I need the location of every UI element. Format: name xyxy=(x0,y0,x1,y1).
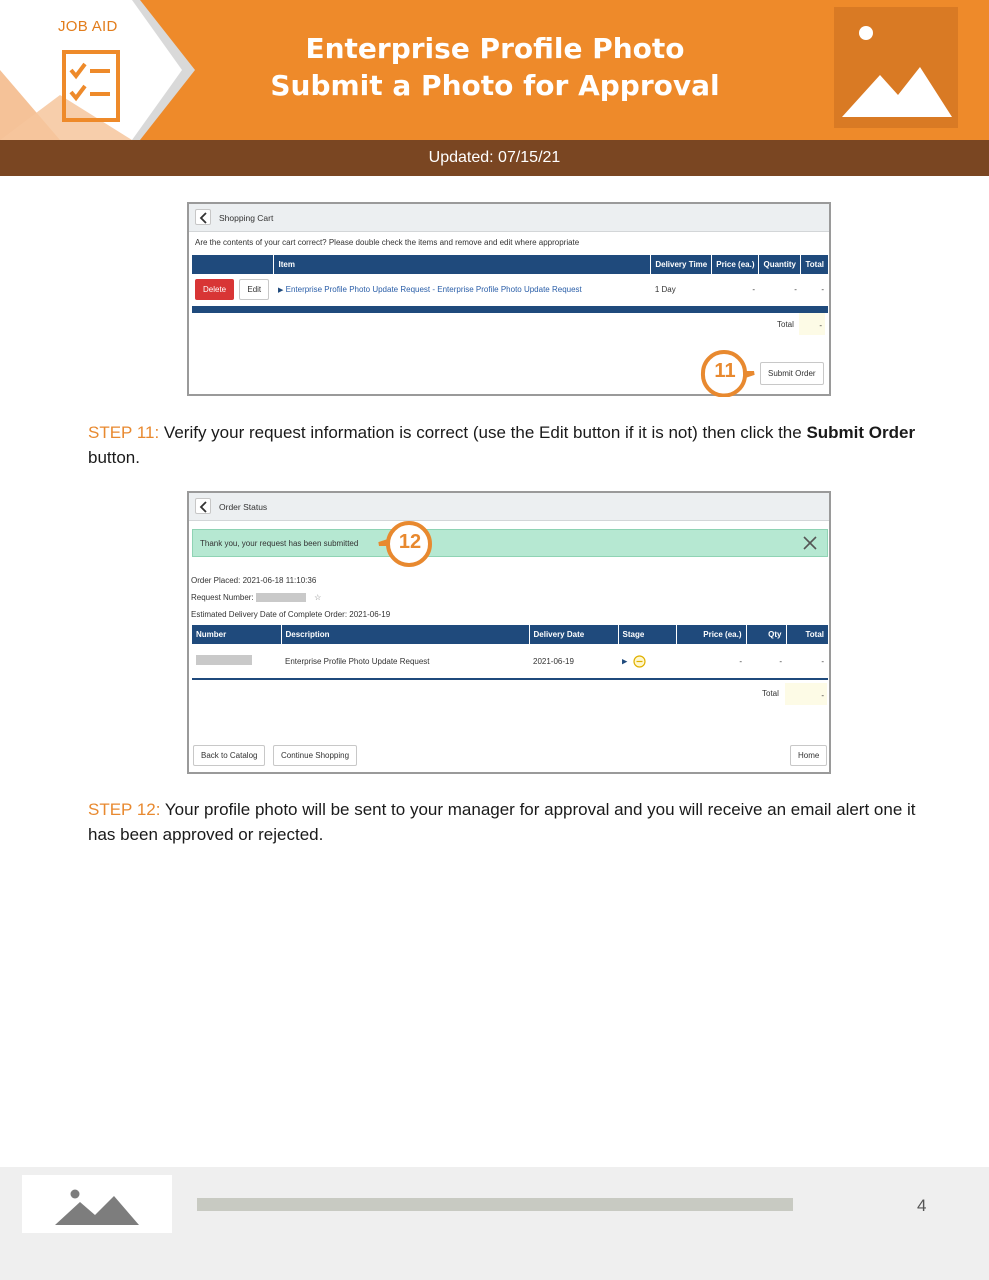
chevron-left-icon xyxy=(199,501,209,513)
order-status-title: Order Status xyxy=(219,502,268,512)
cart-table-footer-bar xyxy=(192,306,828,313)
column-header-price: Price (ea.) xyxy=(712,255,759,274)
order-placed: Order Placed: 2021-06-18 11:10:36 xyxy=(191,576,317,585)
column-header-delivery-date: Delivery Date xyxy=(529,625,618,644)
order-price: - xyxy=(739,656,742,666)
step-11-label: STEP 11: xyxy=(88,423,160,442)
title-line-1: Enterprise Profile Photo xyxy=(305,32,685,65)
stage-progress-icon xyxy=(633,655,646,668)
order-total-value: - xyxy=(785,683,827,705)
column-header-price: Price (ea.) xyxy=(676,625,746,644)
cart-item-name: Enterprise Profile Photo Update Request - Enterprise Profile Photo Update Request xyxy=(285,284,582,294)
step-12-callout-number: 12 xyxy=(398,531,422,553)
continue-shopping-button[interactable]: Continue Shopping xyxy=(273,745,357,766)
order-total: - xyxy=(821,656,824,666)
footer-image-placeholder-icon xyxy=(22,1175,172,1233)
order-delivery-date: 2021-06-19 xyxy=(533,656,574,666)
image-placeholder-icon xyxy=(834,7,958,128)
page-number: 4 xyxy=(917,1196,927,1215)
cart-table xyxy=(192,255,828,313)
column-header-item: Item xyxy=(274,255,651,274)
column-header-total: Total xyxy=(786,625,828,644)
submit-order-button[interactable]: Submit Order xyxy=(760,362,824,385)
table-row xyxy=(192,274,828,304)
cart-total: - xyxy=(821,284,824,294)
footer-placeholder-bar xyxy=(197,1198,793,1211)
order-table-footer-line xyxy=(192,678,828,680)
back-button[interactable] xyxy=(195,498,211,514)
cart-item-link[interactable] xyxy=(274,274,651,304)
cart-quantity: - xyxy=(794,284,797,294)
request-number-redacted xyxy=(256,593,306,602)
column-header-quantity: Quantity xyxy=(759,255,801,274)
shopping-cart-screenshot xyxy=(187,202,831,396)
cart-total-value: - xyxy=(799,313,825,335)
caret-right-icon: ▶ xyxy=(277,286,284,294)
cart-total-label: Total xyxy=(777,320,794,329)
column-header-delivery-time: Delivery Time xyxy=(651,255,712,274)
estimated-delivery: Estimated Delivery Date of Complete Order: 2021-06-19 xyxy=(191,610,391,619)
back-to-catalog-button[interactable]: Back to Catalog xyxy=(193,745,265,766)
caret-right-icon: ▶ xyxy=(622,658,628,666)
step-11-bold: Submit Order xyxy=(806,423,916,442)
column-header-stage: Stage xyxy=(618,625,676,644)
delete-button[interactable]: Delete xyxy=(195,279,234,300)
order-status-titlebar xyxy=(189,493,829,521)
title-line-2: Submit a Photo for Approval xyxy=(270,69,720,102)
back-button[interactable] xyxy=(195,209,211,225)
footer xyxy=(0,1167,989,1280)
column-header-total: Total xyxy=(801,255,828,274)
document-title xyxy=(200,30,790,104)
cart-price: - xyxy=(752,284,755,294)
order-status-screenshot xyxy=(187,491,831,774)
star-icon[interactable]: ☆ xyxy=(314,593,322,602)
column-header-number: Number xyxy=(192,625,281,644)
close-icon[interactable] xyxy=(803,536,817,550)
request-number xyxy=(191,593,321,602)
cart-delivery-time: 1 Day xyxy=(654,284,676,294)
step-12-label: STEP 12: xyxy=(88,800,161,819)
column-header-actions xyxy=(192,255,274,274)
updated-date-bar: Updated: 07/15/21 xyxy=(0,140,989,176)
cart-instruction: Are the contents of your cart correct? Please double check the items and remove and edit where appropriate xyxy=(195,238,580,247)
edit-button[interactable]: Edit xyxy=(239,279,269,300)
checklist-icon xyxy=(62,50,120,122)
step-11-instruction: Verify your request information is correct (use the Edit button if it is not) then click the xyxy=(163,423,807,442)
step-12-text xyxy=(88,797,938,847)
order-table-header xyxy=(192,625,828,644)
step-11-callout-number: 11 xyxy=(714,360,736,382)
header-banner xyxy=(0,0,989,140)
column-header-qty: Qty xyxy=(746,625,786,644)
success-message: Thank you, your request has been submitted xyxy=(200,539,359,548)
order-qty: - xyxy=(779,656,782,666)
step-12-instruction: Your profile photo will be sent to your manager for approval and you will receive an email alert one it has been approved or rejected. xyxy=(88,800,916,844)
cart-table-header xyxy=(192,255,828,274)
order-table xyxy=(192,625,828,680)
shopping-cart-titlebar xyxy=(189,204,829,232)
table-row xyxy=(192,644,828,678)
step-11-text xyxy=(88,420,938,470)
order-description: Enterprise Profile Photo Update Request xyxy=(285,656,430,666)
request-number-label: Request Number: xyxy=(191,593,254,602)
job-aid-label: JOB AID xyxy=(58,18,118,35)
home-button[interactable]: Home xyxy=(790,745,827,766)
order-number-redacted xyxy=(196,655,252,665)
order-stage[interactable] xyxy=(618,644,676,678)
chevron-left-icon xyxy=(199,212,209,224)
order-total-label: Total xyxy=(762,689,779,698)
step-11-instruction-end: button. xyxy=(88,448,140,467)
success-banner xyxy=(192,529,828,557)
column-header-description: Description xyxy=(281,625,529,644)
shopping-cart-title: Shopping Cart xyxy=(219,213,274,223)
